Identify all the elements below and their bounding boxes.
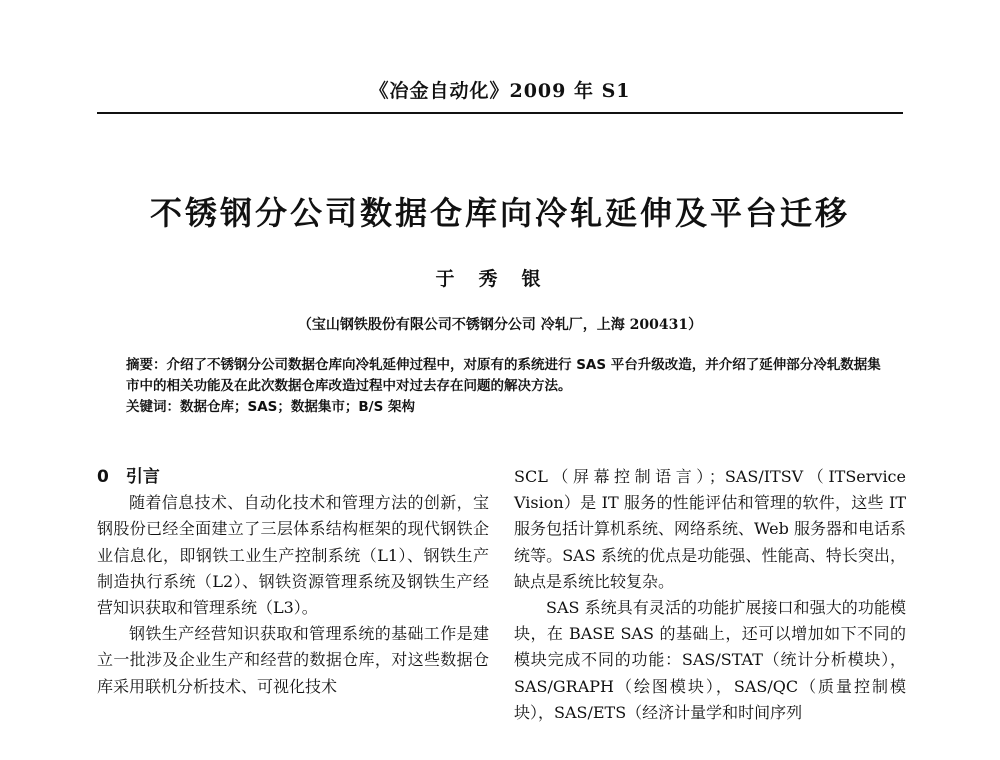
header-rule <box>97 112 903 114</box>
abstract-block <box>126 355 886 418</box>
paper-title: 不锈钢分公司数据仓库向冷轧延伸及平台迁移 <box>149 194 850 232</box>
left-column <box>97 464 489 700</box>
author: 于秀银 <box>435 268 565 290</box>
keywords-text: 数据仓库；SAS；数据集市；B/S 架构 <box>180 399 416 415</box>
keywords-label: 关键词： <box>126 399 180 415</box>
affiliation: （宝山钢铁股份有限公司不锈钢分公司 冷轧厂，上海 200431） <box>297 317 703 333</box>
section-heading-introduction: 0 引言 <box>97 467 160 487</box>
right-column <box>514 464 906 726</box>
abstract <box>126 355 886 397</box>
paragraph: SAS 系统具有灵活的功能扩展接口和强大的功能模块，在 BASE SAS 的基础上，还可以增加如下不同的模块完成不同的功能：SAS/STAT（统计分析模块），SAS/GRAPH（绘图模块），SAS/QC（质量控制模块），SAS/ETS（经济计量学和时间序列 <box>514 598 906 722</box>
paragraph: SCL（屏幕控制语言）；SAS/ITSV（ITService Vision）是 IT 服务的性能评估和管理的软件，这些 IT 服务包括计算机系统、网络系统、Web 服务器和电话系统等。SAS 系统的优点是功能强、性能高、特长突出，缺点是系统比较复杂。 <box>514 467 906 591</box>
abstract-text: 介绍了不锈钢分公司数据仓库向冷轧延伸过程中，对原有的系统进行 SAS 平台升级改造，并介绍了延伸部分冷轧数据集市中的相关功能及在此次数据仓库改造过程中对过去存在问题的解决方法。 <box>126 357 881 394</box>
keywords <box>126 397 886 418</box>
journal-header: 《冶金自动化》2009 年 S1 <box>369 80 631 102</box>
paragraph: 钢铁生产经营知识获取和管理系统的基础工作是建立一批涉及企业生产和经营的数据仓库，对这些数据仓库采用联机分析技术、可视化技术 <box>97 624 489 696</box>
paragraph: 随着信息技术、自动化技术和管理方法的创新，宝钢股份已经全面建立了三层体系结构框架的现代钢铁企业信息化，即钢铁工业生产控制系统（L1）、钢铁生产制造执行系统（L2）、钢铁资源管理系统及钢铁生产经营知识获取和管理系统（L3）。 <box>97 493 489 618</box>
abstract-label: 摘要： <box>126 357 167 373</box>
